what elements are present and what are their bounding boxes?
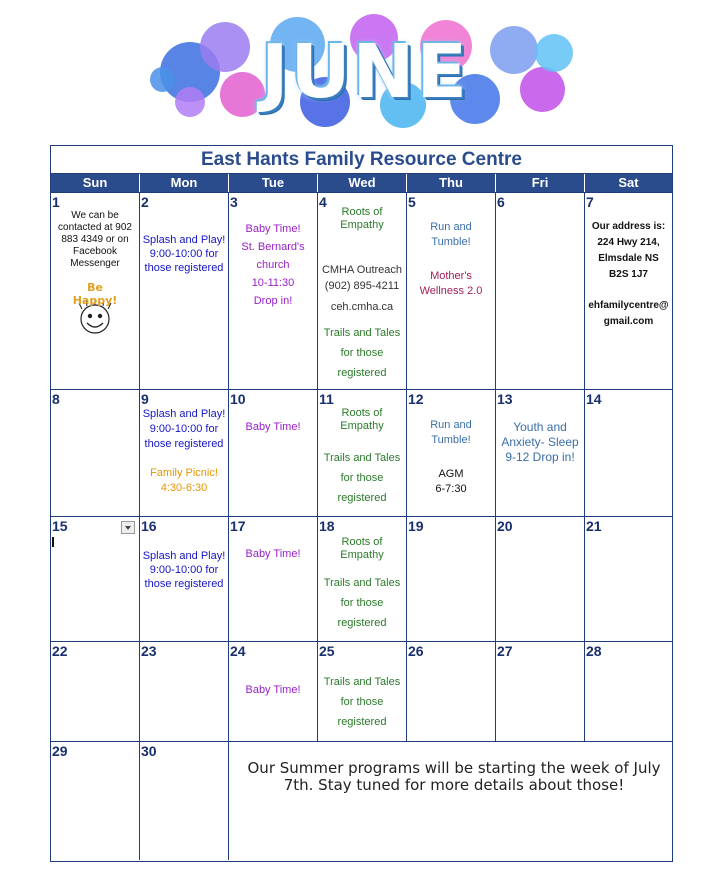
day-28 [585, 642, 672, 741]
text-line: 883 4349 or on [61, 234, 129, 245]
text-line: Tumble! [431, 434, 471, 446]
text-line: gmail.com [603, 316, 654, 327]
day-20 [496, 517, 585, 641]
day-number: 8 [52, 391, 60, 407]
day-number: 24 [230, 643, 246, 659]
week-2 [51, 389, 672, 516]
text-line: 9-12 Drop in! [505, 450, 575, 464]
text-line: Baby Time! [245, 223, 301, 235]
day-1 [51, 193, 140, 389]
chevron-down-icon [125, 526, 131, 530]
weekday-sun: Sun [51, 174, 140, 192]
text-line: registered [337, 492, 387, 504]
day-number: 25 [319, 643, 335, 659]
day-24 [229, 642, 318, 741]
text-line: Mother's [430, 270, 472, 282]
text-line: 10-11:30 [251, 277, 295, 289]
day-number: 28 [586, 643, 602, 659]
day-number: 19 [408, 518, 424, 534]
event-agm [407, 467, 495, 497]
event-run-tumble [407, 220, 495, 250]
text-line: Empathy [340, 420, 384, 432]
text-line: for those [340, 696, 384, 708]
text-line: for those [340, 597, 384, 609]
weekday-fri: Fri [496, 174, 585, 192]
weekday-wed: Wed [318, 174, 407, 192]
text-line: Drop in! [253, 295, 293, 307]
day-30 [140, 742, 229, 860]
day-10 [229, 390, 318, 516]
week-5 [51, 741, 672, 860]
text-line: Messenger [70, 258, 120, 269]
day-4 [318, 193, 407, 389]
email [585, 298, 672, 330]
summer-programs-note: Our Summer programs will be starting the week of July 7th. Stay tuned for more details about those! [247, 759, 661, 794]
event-trails-tales [318, 672, 406, 732]
day-18 [318, 517, 407, 641]
day-6 [496, 193, 585, 389]
text-line: ehfamilycentre@ [588, 300, 669, 311]
day-number: 3 [230, 194, 238, 210]
text-line: Facebook [73, 246, 117, 257]
day-number: 26 [408, 643, 424, 659]
text-line: Trails and Tales [323, 676, 401, 688]
dropdown-button[interactable] [121, 521, 135, 534]
day-number: 17 [230, 518, 246, 534]
day-number: 29 [52, 743, 68, 759]
event-splash-play [140, 549, 228, 591]
address [585, 235, 672, 283]
text-line: those registered [144, 438, 224, 450]
text-line: (902) 895-4211 [324, 280, 400, 292]
day-17 [229, 517, 318, 641]
day-number: 22 [52, 643, 68, 659]
text-line: Family Picnic! [150, 467, 218, 479]
text-line: Run and [430, 221, 472, 233]
event-splash-play [140, 233, 228, 275]
text-line: AGM [438, 468, 464, 480]
text-line: 224 Hwy 214, [597, 237, 660, 248]
text-line: B2S 1J7 [609, 269, 648, 280]
event-roots-of-empathy [318, 407, 406, 433]
june-banner [150, 12, 580, 132]
text-line: registered [337, 716, 387, 728]
text-line: CMHA Outreach [321, 264, 403, 276]
day-12 [407, 390, 496, 516]
weekday-sat: Sat [618, 175, 639, 190]
day-23 [140, 642, 229, 741]
day-number: 4 [319, 194, 327, 210]
event-mothers-wellness [407, 269, 495, 299]
day-number: 16 [141, 518, 157, 534]
day-number: 9 [141, 391, 149, 407]
text-line: 6-7:30 [435, 483, 467, 495]
day-number: 6 [497, 194, 505, 210]
text-line: St. Bernard's [241, 241, 305, 253]
day-number: 13 [497, 391, 513, 407]
day-21 [585, 517, 672, 641]
text-line: Roots of [341, 536, 383, 548]
event-trails-tales [318, 323, 406, 383]
text-line: registered [337, 617, 387, 629]
week-4 [51, 641, 672, 741]
text-line: Elmsdale NS [598, 253, 659, 264]
weekday-tue: Tue [229, 174, 318, 192]
june-word: JUNE [260, 29, 470, 115]
day-25 [318, 642, 407, 741]
day-number: 30 [141, 743, 157, 759]
event-baby-time: Baby Time! [245, 548, 301, 560]
event-baby-time [229, 220, 317, 310]
day-11 [318, 390, 407, 516]
text-line: Roots of [341, 407, 383, 419]
day-2 [140, 193, 229, 389]
event-roots-of-empathy [318, 536, 406, 562]
calendar [50, 145, 673, 862]
text-line: Splash and Play! [142, 234, 226, 246]
text-line: Anxiety- Sleep [501, 435, 579, 449]
event-baby-time: Baby Time! [245, 684, 301, 696]
event-trails-tales [318, 573, 406, 633]
day-number: 1 [52, 194, 60, 210]
text-line: Roots of [341, 206, 383, 218]
day-number: 10 [230, 391, 246, 407]
day-7 [585, 193, 672, 389]
text-line: Empathy [340, 219, 384, 231]
text-line: Splash and Play! [142, 550, 226, 562]
day-29 [51, 742, 140, 860]
day-number: 12 [408, 391, 424, 407]
day-number: 5 [408, 194, 416, 210]
day-27 [496, 642, 585, 741]
text-line: Trails and Tales [323, 452, 401, 464]
weekday-mon: Mon [140, 174, 229, 192]
day-number: 18 [319, 518, 335, 534]
text-line: for those [340, 347, 384, 359]
weekday-thu: Thu [407, 174, 496, 192]
text-line: 9:00-10:00 for [149, 423, 219, 435]
day-9 [140, 390, 229, 516]
day-5 [407, 193, 496, 389]
address-label: Our address is: [591, 221, 666, 232]
event-splash-play [140, 407, 228, 452]
day-26 [407, 642, 496, 741]
text-line: those registered [144, 262, 224, 274]
text-line: Trails and Tales [323, 327, 401, 339]
text-line: Splash and Play! [142, 408, 226, 420]
event-trails-tales [318, 448, 406, 508]
day-number: 15 [52, 518, 68, 534]
day-number: 21 [586, 518, 602, 534]
text-line: Youth and [513, 420, 567, 434]
day-number: 14 [586, 391, 602, 407]
calendar-title: East Hants Family Resource Centre [51, 146, 672, 174]
event-cmha-outreach [318, 262, 406, 294]
day-14 [585, 390, 672, 516]
contact-info [51, 210, 139, 270]
day-number: 7 [586, 194, 594, 210]
day-number: 23 [141, 643, 157, 659]
text-line: 9:00-10:00 for [149, 248, 219, 260]
text-cursor [52, 537, 54, 547]
text-line: Empathy [340, 549, 384, 561]
weekday-header [51, 174, 672, 192]
text-line: for those [340, 472, 384, 484]
text-line: 4:30-6:30 [160, 482, 208, 494]
day-number: 20 [497, 518, 513, 534]
week-1 [51, 192, 672, 389]
day-3 [229, 193, 318, 389]
day-22 [51, 642, 140, 741]
day-number: 2 [141, 194, 149, 210]
event-youth-anxiety [496, 420, 584, 465]
day-15 [51, 517, 140, 641]
text-line: Tumble! [431, 236, 471, 248]
day-number: 27 [497, 643, 513, 659]
event-roots-of-empathy [318, 206, 406, 232]
event-baby-time: Baby Time! [245, 421, 301, 433]
day-13 [496, 390, 585, 516]
text-line: those registered [144, 578, 224, 590]
text-line: registered [337, 367, 387, 379]
text-line: We can be [71, 210, 119, 221]
day-8 [51, 390, 140, 516]
day-16 [140, 517, 229, 641]
cmha-website: ceh.cmha.ca [330, 301, 394, 313]
text-line: Trails and Tales [323, 577, 401, 589]
day-19 [407, 517, 496, 641]
event-run-tumble [407, 418, 495, 448]
event-family-picnic [140, 466, 228, 496]
text-line: Wellness 2.0 [419, 285, 483, 297]
be-happy-logo [65, 281, 125, 341]
text-line: Run and [430, 419, 472, 431]
text-line: church [256, 259, 290, 271]
text-line: contacted at 902 [58, 222, 132, 233]
text-line: 9:00-10:00 for [149, 564, 219, 576]
day-number: 11 [319, 391, 334, 407]
week-3 [51, 516, 672, 641]
logo-text: Be Happy! [72, 281, 118, 307]
